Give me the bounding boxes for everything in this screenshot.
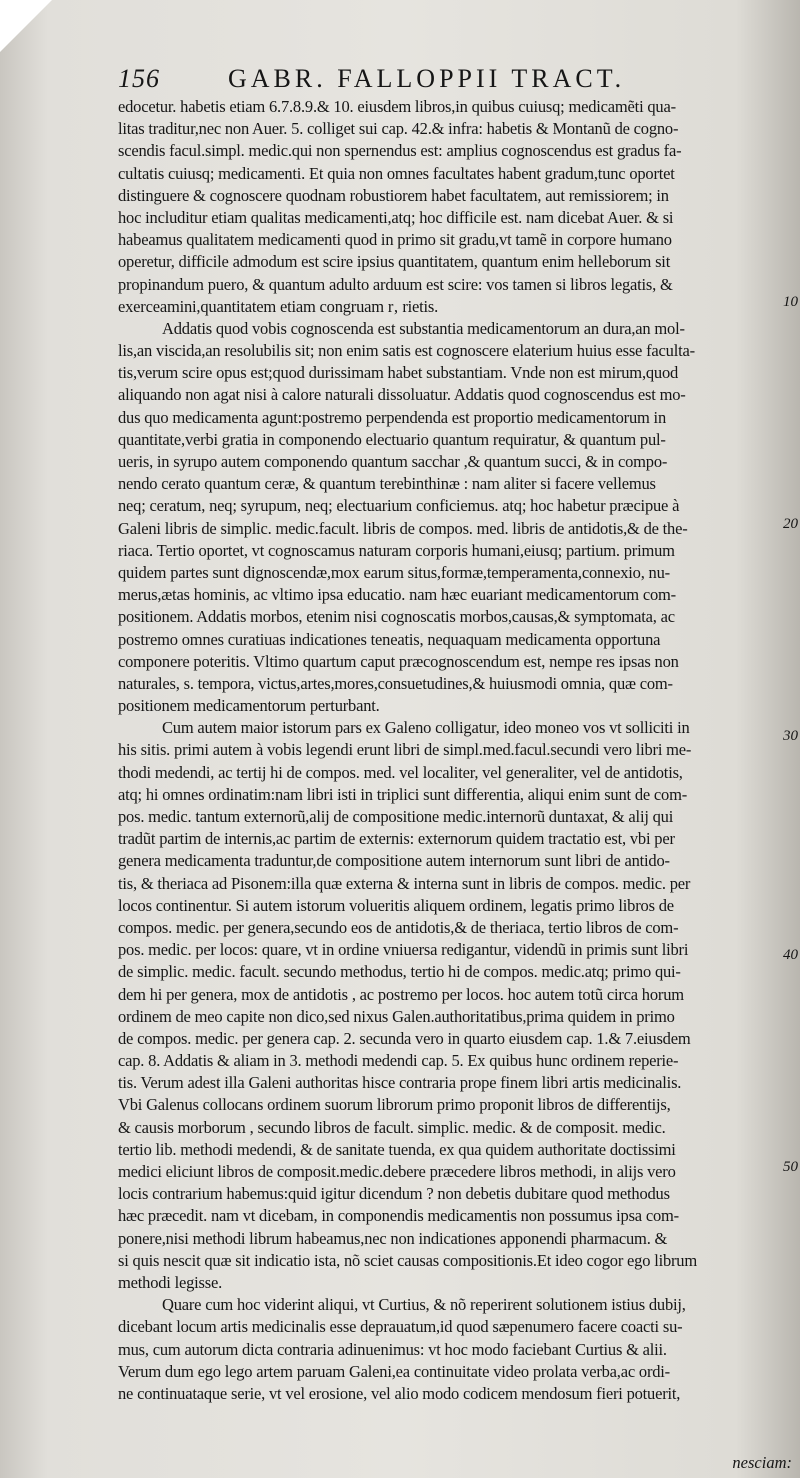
text-line: dicebant locum artis medicinalis esse deprauatum,id quod sæpenumero facere coacti su-: [118, 1317, 683, 1337]
text-line: exerceamini,quantitatem etiam congruam r‚ rietis.: [118, 296, 439, 316]
text-line: de compos. medic. per genera cap. 2. secunda vero in quarto eiusdem cap. 1.& 7.eiusdem: [118, 1028, 691, 1048]
text-line: litas traditur,nec non Auer. 5. colliget sui cap. 42.& infra: habetis & Montanũ de cogno-: [118, 119, 679, 139]
text-line: quidem partes sunt dignoscendæ,mox earum situs,formæ,temperamenta,connexio, nu-: [118, 562, 670, 582]
text-line: medici eliciunt libros de composit.medic.debere præcedere libros methodi, in alijs vero: [118, 1162, 676, 1181]
margin-line-number: 40: [783, 947, 798, 963]
text-line: edocetur. habetis etiam 6.7.8.9.& 10. eiusdem libros,in quibus cuiusq; medicamẽti qua-: [118, 97, 676, 116]
text-line: tis. Verum adest illa Galeni authoritas hisce contraria prope finem libri artis medicinalis.: [118, 1073, 682, 1093]
text-line: positionem. Addatis morbos, etenim nisi cognoscatis morbos,causas,& symptomata, ac: [118, 607, 675, 627]
text-line: cap. 8. Addatis & aliam in 3. methodi medendi cap. 5. Ex quibus hunc ordinem reperie-: [118, 1051, 679, 1071]
text-line: Galeni libris de simplic. medic.facult. libris de compos. med. libris de antidotis,& de the-: [118, 518, 688, 538]
text-line: mus, cum autorum dicta contraria adinuenimus: vt hoc modo faciebant Curtius & alii.: [118, 1339, 667, 1359]
text-line: hæc præcedit. nam vt dicebam, in componendis medicamentis non possumus ipsa com-: [118, 1206, 679, 1226]
text-line: naturales, s. tempora, victus,artes,mores,consuetudines,& huiusmodi omnia, quæ com-: [118, 673, 673, 693]
text-line: methodi legisse.: [118, 1272, 223, 1292]
margin-line-number: 30: [783, 728, 798, 744]
text-line: dem hi per genera, mox de antidotis , ac postremo per locos. hoc autem totũ circa horum: [118, 984, 684, 1004]
text-line: his sitis. primi autem à vobis legendi erunt libri de simpl.med.facul.secundi vero libri me-: [118, 740, 692, 760]
text-line: nendo cerato quantum ceræ, & quantum terebinthinæ : nam aliter si facere vellemus: [118, 474, 656, 494]
text-line: compos. medic. per genera,secundo eos de antidotis,& de theriaca, tertio libros de com-: [118, 917, 679, 937]
text-line: Addatis quod vobis cognoscenda est substantia medicamentorum an dura,an mol-: [162, 318, 685, 338]
text-line: riaca. Tertio oportet, vt cognoscamus naturam corporis humani,eiusq; partium. primum: [118, 540, 675, 560]
text-line: scendis facul.simpl. medic.qui non spernendus est: amplius cognoscendus est gradus fa-: [118, 141, 682, 161]
text-line: ponere,nisi methodi librum habeamus,nec non indicationes apponendi pharmacum. &: [118, 1228, 668, 1248]
folded-corner: [0, 0, 52, 52]
text-line: dus quo medicamenta agunt:postremo perpendenda est proportio medicamentorum in: [118, 407, 666, 427]
text-line: tis,verum scire opus est;quod durissimam habet substantiam. Vnde non est mirum,quod: [118, 363, 679, 383]
text-line: hoc includitur etiam qualitas medicamenti,atq; hoc difficile est. nam dicebat Auer. & si: [118, 207, 674, 227]
text-line: locis contrarium habemus:quid igitur dicendum ? non debetis dubitare quod methodus: [118, 1184, 670, 1204]
text-line: Quare cum hoc viderint aliqui, vt Curtius, & nõ reperirent solutionem istius dubij,: [162, 1295, 686, 1315]
text-line: thodi medendi, ac tertij hi de compos. med. vel localiter, vel generaliter, vel de antidotis,: [118, 762, 683, 782]
text-line: propinandum puero, & quantum adulto arduum est scire: vos tamen si libros legatis, &: [118, 274, 673, 294]
text-line: Vbi Galenus collocans ordinem suorum librorum primo proponit libros de differentijs,: [118, 1095, 671, 1115]
text-line: operetur, difficile admodum est scire ipsius quantitatem, quantum enim helleborum sit: [118, 252, 671, 272]
text-line: & causis morborum , secundo libros de facult. simplic. medic. & de composit. medic.: [118, 1117, 666, 1137]
text-line: Cum autem maior istorum pars ex Galeno colligatur, ideo moneo vos vt solliciti in: [162, 718, 690, 738]
body-text: [118, 96, 768, 1405]
text-line: lis,an viscida,an resolubilis sit; non enim satis est cognoscere elaterium huius esse faculta-: [118, 341, 695, 361]
text-line: tertio lib. methodi medendi, & de sanitate tuenda, ex qua quidem authoritate doctissimi: [118, 1139, 676, 1159]
text-line: neq; ceratum, neq; syrupum, neq; electuarium conficiemus. atq; hoc habetur præcipue à: [118, 496, 680, 516]
text-line: componere poteritis. Vltimo quartum caput præcognoscendum est, nempe res ipsas non: [118, 651, 679, 671]
text-line: quantitate,verbi gratia in componendo electuario quantum requiratur, & quantum pul-: [118, 429, 666, 449]
page-number: 156: [118, 64, 160, 93]
text-line: locos continentur. Si autem istorum volueritis aliquem ordinem, legatis primo libros de: [118, 895, 674, 915]
text-line: ueris, in syrupo autem componendo quantum sacchar ,& quantum succi, & in compo-: [118, 452, 668, 471]
text-line: Verum dum ego lego artem paruam Galeni,ea continuitate video prolata verba,ac ordi-: [118, 1361, 670, 1381]
text-line: ordinem de meo capite non dico,sed nixus Galen.authoritatibus,prima quidem in primo: [118, 1006, 675, 1026]
text-line: postremo omnes curatiuas indicationes teneatis, nequaquam medicamenta opportuna: [118, 629, 661, 649]
text-line: tis, & theriaca ad Pisonem:illa quæ externa & interna sunt in libris de compos. medic. per: [118, 873, 691, 893]
text-line: pos. medic. tantum externorũ,alij de compositione medic.internorũ duntaxat, & alij qui: [118, 807, 674, 826]
running-head: GABR. FALLOPPII TRACT.: [228, 64, 626, 93]
text-line: pos. medic. per locos: quare, vt in ordine vniuersa redigantur, videndũ in primis sunt libri: [118, 940, 689, 960]
text-line: ne continuataque serie, vt vel erosione, vel alio modo codicem mendosum fieri potuerit,: [118, 1383, 681, 1403]
text-line: cultatis cuiusq; medicamenti. Et quia non omnes facultates habent gradum,tunc oportet: [118, 163, 675, 183]
text-line: tradũt partim de internis,ac partim de externis: externorum quidem tractatio est, vbi per: [118, 829, 675, 849]
margin-line-number: 50: [783, 1159, 798, 1175]
text-line: distinguere & cognoscere quodnam robustiorem habet facultatem, aut remissiorem; in: [118, 185, 669, 205]
text-line: genera medicamenta traduntur,de compositione autem internorum sunt libri de antido-: [118, 851, 670, 871]
margin-line-number: 20: [783, 516, 798, 532]
page-header: [118, 64, 758, 100]
text-line: habeamus qualitatem medicamenti quod in primo sit gradu,vt tamẽ in corpore humano: [118, 230, 672, 250]
text-line: de simplic. medic. facult. secundo methodus, tertio hi de compos. medic.atq; primo qui-: [118, 962, 681, 982]
catchword: nesciam:: [732, 1453, 792, 1472]
margin-line-number: 10: [783, 294, 798, 310]
text-line: atq; hi omnes ordinatim:nam libri isti in triplici sunt differentia, aliqui enim sunt de com-: [118, 784, 688, 804]
text-line: aliquando non agat nisi à calore naturali dissoluatur. Addatis quod cognoscendus est mo-: [118, 385, 686, 405]
text-line: merus,ætas hominis, ac vltimo ipsa educatio. nam hæc euariant medicamentorum com-: [118, 585, 676, 605]
text-line: si quis nescit quæ sit indicatio ista, nõ sciet causas compositionis.Et ideo cogor ego librum: [118, 1250, 697, 1270]
text-line: positionem medicamentorum perturbant.: [118, 696, 380, 716]
